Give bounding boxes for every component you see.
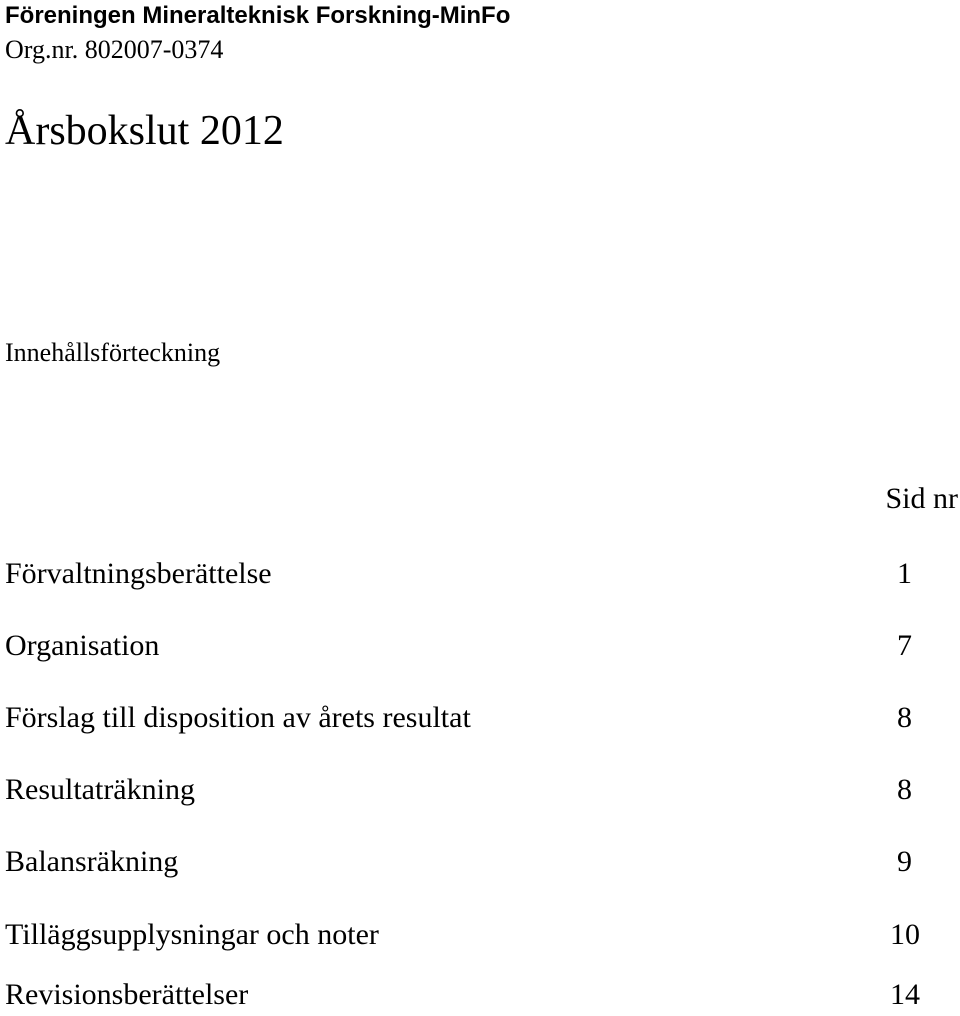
organization-name: Föreningen Mineralteknisk Forskning-MinFo <box>5 2 511 29</box>
toc-entry <box>0 976 960 1016</box>
toc-entry-page: 7 <box>897 629 912 662</box>
toc-entry-page: 8 <box>897 773 912 806</box>
toc-entry-label: Revisionsberättelser <box>5 978 249 1011</box>
toc-entry <box>0 843 960 883</box>
toc-entry <box>0 916 960 956</box>
page-number-column-header: Sid nr <box>885 482 958 515</box>
toc-heading: Innehållsförteckning <box>5 338 221 367</box>
toc-entry-page: 9 <box>897 845 912 878</box>
toc-entry-label: Organisation <box>5 629 160 662</box>
toc-entry <box>0 771 960 811</box>
toc-entry-page: 8 <box>897 701 912 734</box>
toc-entry-label: Balansräkning <box>5 845 179 878</box>
toc-entry-page: 14 <box>890 978 920 1011</box>
toc-entry-label: Resultaträkning <box>5 773 195 806</box>
toc-entry-label: Förvaltningsberättelse <box>5 557 272 590</box>
toc-entry-page: 10 <box>890 918 920 951</box>
toc-entry <box>0 699 960 739</box>
organization-number: Org.nr. 802007-0374 <box>5 35 224 64</box>
toc-entry-label: Förslag till disposition av årets resultat <box>5 701 471 734</box>
toc-entry <box>0 627 960 667</box>
toc-entry-label: Tilläggsupplysningar och noter <box>5 918 379 951</box>
toc-entry-page: 1 <box>897 557 912 590</box>
toc-entry <box>0 555 960 595</box>
document-title: Årsbokslut 2012 <box>5 108 284 154</box>
